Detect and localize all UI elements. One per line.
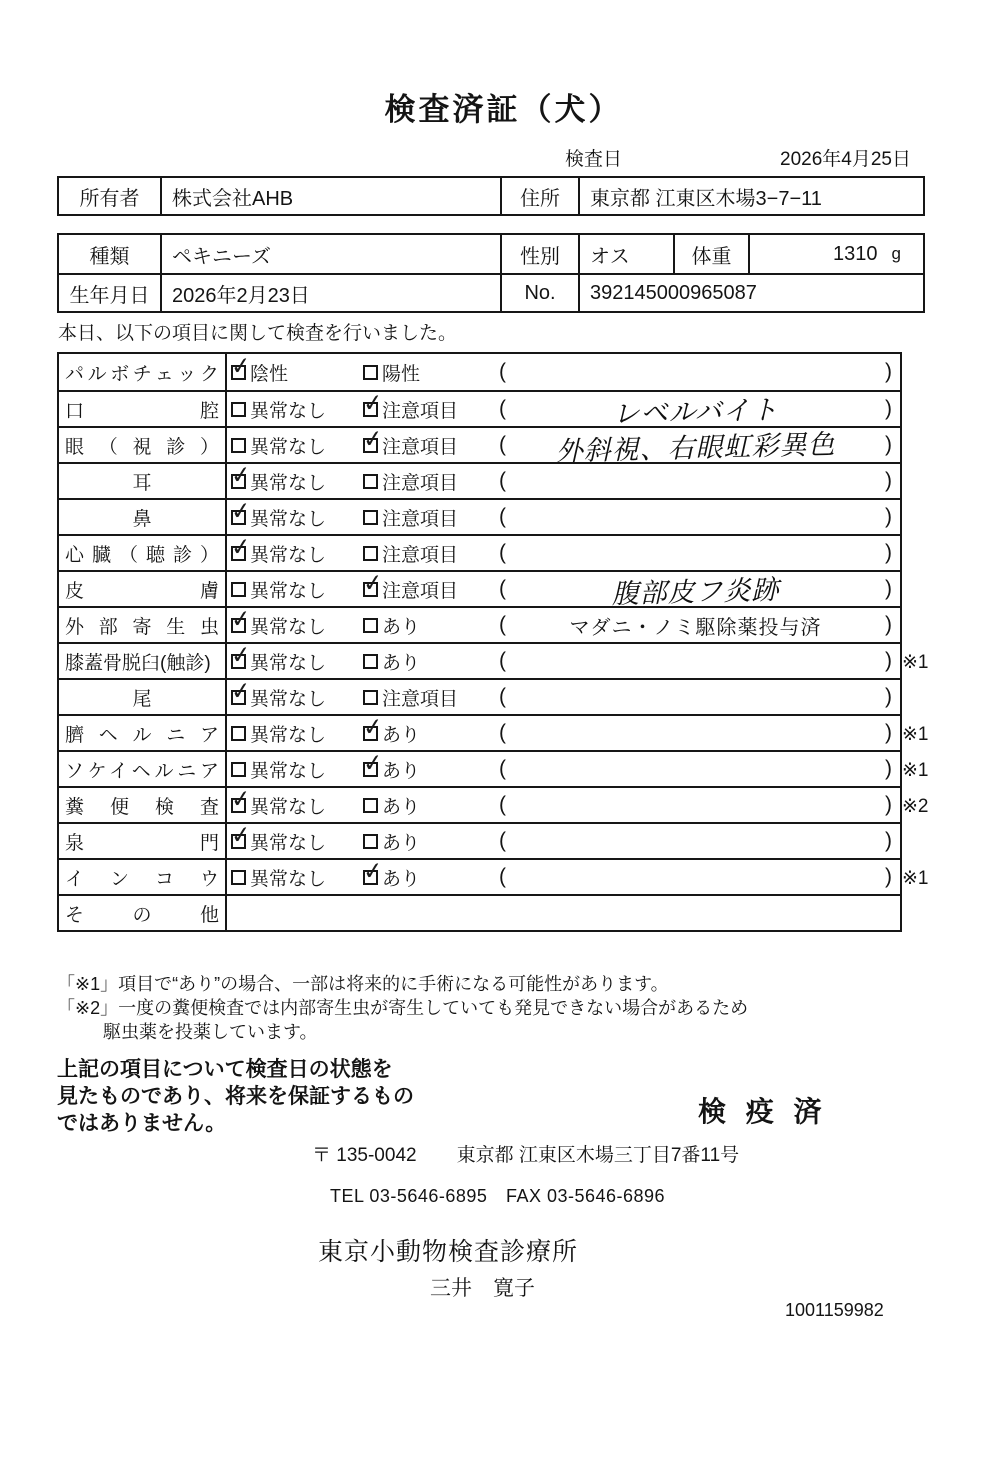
option-2-label: 注意項目 xyxy=(382,688,459,710)
page-title: 検査済証（犬） xyxy=(384,92,623,127)
checkbox xyxy=(361,856,385,886)
item-cell xyxy=(59,428,227,462)
option-2-label: 陽性 xyxy=(382,363,421,385)
remark-cell xyxy=(491,752,900,786)
remark-cell xyxy=(491,788,900,822)
checkbox xyxy=(361,424,385,454)
option-1-label: 異常なし xyxy=(250,508,327,530)
weight-label: 体重 xyxy=(675,235,750,273)
checkbox xyxy=(361,568,385,598)
check-mark: ✓ xyxy=(229,676,253,706)
item-label: そ の 他 xyxy=(65,904,219,926)
option-2 xyxy=(359,896,491,930)
remark-cell xyxy=(491,608,900,642)
checkbox xyxy=(229,640,253,670)
check-mark: ✓ xyxy=(229,604,253,634)
intro-text: 本日、以下の項目に関して検査を行いました。 xyxy=(58,323,458,344)
item-label: 眼 （ 視 診 ） xyxy=(65,436,219,458)
option-2 xyxy=(359,354,491,390)
inspection-row xyxy=(59,678,900,714)
inspection-row xyxy=(59,351,900,390)
checkbox xyxy=(231,582,246,597)
item-label: 尾 xyxy=(132,688,152,710)
item-label: 泉 門 xyxy=(65,832,219,854)
item-label: 皮 膚 xyxy=(65,580,219,602)
option-1-label: 異常なし xyxy=(250,832,327,854)
option-2 xyxy=(359,680,491,714)
item-label: 心 臓 （ 聴 診 ） xyxy=(65,544,219,566)
inspection-row xyxy=(59,822,900,858)
inspection-row xyxy=(59,640,929,678)
checkbox xyxy=(363,654,378,669)
option-2 xyxy=(359,748,491,786)
remark-text: マダニ・ノミ駆除薬投与済 xyxy=(569,616,822,639)
checkbox xyxy=(229,496,253,526)
close-paren: ) xyxy=(885,829,892,852)
inspection-row xyxy=(59,748,929,786)
checkbox xyxy=(229,460,253,490)
remark-cell xyxy=(491,500,900,534)
breed-value: ペキニーズ xyxy=(162,235,502,273)
birthdate-label: 生年月日 xyxy=(59,275,162,311)
inspection-row xyxy=(59,856,929,894)
no-value: 392145000965087 xyxy=(590,281,757,304)
inspection-row xyxy=(59,388,900,430)
option-1-label: 異常なし xyxy=(250,652,327,674)
option-2 xyxy=(359,424,491,462)
remark-cell xyxy=(491,354,900,390)
option-1 xyxy=(227,496,359,534)
footnote-mark: ※1 xyxy=(902,760,929,781)
option-1-label: 異常なし xyxy=(250,868,327,890)
checkbox xyxy=(231,870,246,885)
inspection-row xyxy=(59,606,900,642)
checkbox xyxy=(231,402,246,417)
no-label: No. xyxy=(502,275,580,311)
open-paren: ( xyxy=(499,360,506,383)
footnote-mark: ※1 xyxy=(902,868,929,889)
option-2-label: 注意項目 xyxy=(382,580,459,602)
item-label: 膝蓋骨脱臼(触診) xyxy=(65,652,211,674)
item-label: 臍 ヘ ル ニ ア xyxy=(65,724,219,746)
item-cell xyxy=(59,788,227,822)
inspection-date-label: 検査日 xyxy=(565,149,623,170)
checkbox xyxy=(363,510,378,525)
owner-table xyxy=(57,176,925,216)
clinic-tel-fax: TEL 03-5646-6895 FAX 03-5646-6896 xyxy=(330,1186,666,1206)
check-mark: ✓ xyxy=(361,388,385,418)
quarantine-stamp: 検 疫 済 xyxy=(698,1096,828,1127)
option-1-label: 異常なし xyxy=(250,724,327,746)
option-1-label: 異常なし xyxy=(250,688,327,710)
remark-cell xyxy=(491,860,900,894)
checkbox xyxy=(229,604,253,634)
clinic-address: 東京都 江東区木場三丁目7番11号 xyxy=(456,1145,740,1166)
option-2 xyxy=(359,608,491,642)
option-2-label: あり xyxy=(382,652,421,674)
option-2 xyxy=(359,712,491,750)
check-mark: ✓ xyxy=(361,424,385,454)
open-paren: ( xyxy=(499,721,506,744)
item-cell xyxy=(59,464,227,498)
close-paren: ) xyxy=(885,433,892,456)
option-2-label: あり xyxy=(382,616,421,638)
option-2 xyxy=(359,464,491,498)
item-cell xyxy=(59,716,227,750)
check-mark: ✓ xyxy=(229,496,253,526)
option-1 xyxy=(227,896,359,930)
item-label: 糞 便 検 査 xyxy=(65,796,219,818)
option-2 xyxy=(359,388,491,426)
open-paren: ( xyxy=(499,685,506,708)
footnote-2-cont: 駆虫薬を投薬しています。 xyxy=(103,1022,318,1042)
weight-unit: g xyxy=(891,244,901,263)
checkbox xyxy=(361,388,385,418)
sex-value: オス xyxy=(580,235,675,273)
serial-number: 1001159982 xyxy=(785,1300,884,1320)
check-mark: ✓ xyxy=(229,784,253,814)
owner-value: 株式会社AHB xyxy=(162,178,502,214)
inspection-date-value: 2026年4月25日 xyxy=(780,149,911,170)
inspection-row xyxy=(59,424,900,468)
option-1 xyxy=(227,716,359,750)
clinic-postal-code: 〒 135-0042 xyxy=(312,1145,417,1166)
open-paren: ( xyxy=(499,793,506,816)
option-1-label: 異常なし xyxy=(250,796,327,818)
disclaimer xyxy=(57,1056,414,1137)
option-1-label: 異常なし xyxy=(250,760,327,782)
option-2 xyxy=(359,536,491,570)
remark-cell xyxy=(491,464,900,498)
checkbox xyxy=(231,438,246,453)
item-cell xyxy=(59,896,227,930)
close-paren: ) xyxy=(885,397,892,420)
option-1 xyxy=(227,392,359,426)
checkbox xyxy=(229,676,253,706)
remark-text: 外斜視、右眼虹彩異色 xyxy=(555,428,836,468)
option-1-label: 異常なし xyxy=(250,616,327,638)
address-label: 住所 xyxy=(502,178,580,214)
inspection-row xyxy=(59,568,900,610)
disclaimer-line-1: 上記の項目について検査日の状態を xyxy=(57,1058,393,1081)
close-paren: ) xyxy=(885,865,892,888)
option-1 xyxy=(227,532,359,570)
address-value: 東京都 江東区木場3−7−11 xyxy=(590,187,822,210)
footnote-1: 「※1」項目で“あり”の場合、一部は将来的に手術になる可能性があります。 xyxy=(57,974,669,994)
item-label: パルボチェック xyxy=(65,363,219,385)
owner-label: 所有者 xyxy=(59,178,162,214)
open-paren: ( xyxy=(499,577,506,600)
checkbox xyxy=(229,784,253,814)
close-paren: ) xyxy=(885,577,892,600)
weight-value-cell xyxy=(750,235,923,273)
checkbox xyxy=(231,762,246,777)
item-label: 外 部 寄 生 虫 xyxy=(65,616,219,638)
option-1 xyxy=(227,784,359,822)
open-paren: ( xyxy=(499,649,506,672)
checkbox xyxy=(363,546,378,561)
veterinarian-name: 三井 寛子 xyxy=(430,1277,535,1300)
option-2-label: 注意項目 xyxy=(382,508,459,530)
inspection-row xyxy=(59,534,900,570)
footnote-2: 「※2」一度の糞便検査では内部寄生虫が寄生していても発見できない場合があるため xyxy=(57,998,749,1018)
option-1 xyxy=(227,351,359,390)
check-mark: ✓ xyxy=(361,712,385,742)
checkbox xyxy=(361,712,385,742)
item-cell xyxy=(59,644,227,678)
item-cell xyxy=(59,500,227,534)
option-2-label: 注意項目 xyxy=(382,472,459,494)
item-cell xyxy=(59,680,227,714)
remark-cell xyxy=(491,428,900,468)
item-label: 口 腔 xyxy=(65,400,219,422)
remark-text: 腹部皮フ炎跡 xyxy=(611,574,780,610)
birthdate-value: 2026年2月23日 xyxy=(162,275,502,311)
option-1 xyxy=(227,460,359,498)
option-2-label: あり xyxy=(382,724,421,746)
inspection-row xyxy=(59,894,900,930)
option-1 xyxy=(227,752,359,786)
item-cell xyxy=(59,572,227,606)
item-cell xyxy=(59,536,227,570)
item-cell xyxy=(59,354,227,390)
item-cell xyxy=(59,608,227,642)
option-1 xyxy=(227,428,359,462)
option-2-label: 注意項目 xyxy=(382,544,459,566)
remark-cell xyxy=(491,716,900,750)
animal-table xyxy=(57,233,925,313)
close-paren: ) xyxy=(885,469,892,492)
inspection-row xyxy=(59,462,900,498)
item-cell xyxy=(59,860,227,894)
disclaimer-line-2: 見たものであり、将来を保証するもの xyxy=(57,1085,414,1108)
close-paren: ) xyxy=(885,685,892,708)
option-2 xyxy=(359,788,491,822)
option-1-label: 陰性 xyxy=(250,363,289,385)
footnote-mark: ※2 xyxy=(902,796,929,817)
option-2-label: あり xyxy=(382,796,421,818)
footnote-mark: ※1 xyxy=(902,652,929,673)
option-1 xyxy=(227,604,359,642)
option-1-label: 異常なし xyxy=(250,580,327,602)
option-1 xyxy=(227,640,359,678)
option-1-label: 異常なし xyxy=(250,400,327,422)
breed-label: 種類 xyxy=(59,235,162,273)
option-2-label: あり xyxy=(382,832,421,854)
item-cell xyxy=(59,392,227,426)
disclaimer-line-3: ではありません。 xyxy=(57,1112,227,1135)
check-mark: ✓ xyxy=(229,532,253,562)
footnotes xyxy=(57,972,748,1044)
clinic-name: 東京小動物検査診療所 xyxy=(318,1238,579,1266)
check-mark: ✓ xyxy=(229,820,253,850)
open-paren: ( xyxy=(499,613,506,636)
open-paren: ( xyxy=(499,505,506,528)
inspection-table xyxy=(57,351,929,932)
check-mark: ✓ xyxy=(361,568,385,598)
option-1 xyxy=(227,676,359,714)
weight-value: 1310 xyxy=(833,242,878,265)
close-paren: ) xyxy=(885,721,892,744)
open-paren: ( xyxy=(499,757,506,780)
check-mark: ✓ xyxy=(361,856,385,886)
check-mark: ✓ xyxy=(229,460,253,490)
close-paren: ) xyxy=(885,505,892,528)
close-paren: ) xyxy=(885,613,892,636)
open-paren: ( xyxy=(499,541,506,564)
open-paren: ( xyxy=(499,865,506,888)
open-paren: ( xyxy=(499,433,506,456)
remark-cell xyxy=(491,392,900,430)
inspection-date xyxy=(565,144,911,171)
checkbox xyxy=(363,474,378,489)
close-paren: ) xyxy=(885,541,892,564)
checkbox xyxy=(363,618,378,633)
close-paren: ) xyxy=(885,649,892,672)
option-1-label: 異常なし xyxy=(250,436,327,458)
option-2 xyxy=(359,568,491,606)
item-cell xyxy=(59,752,227,786)
checkbox xyxy=(229,351,253,381)
option-1 xyxy=(227,572,359,606)
remark-cell xyxy=(491,536,900,570)
open-paren: ( xyxy=(499,829,506,852)
item-label: 耳 xyxy=(132,472,152,494)
option-1 xyxy=(227,820,359,858)
option-2 xyxy=(359,644,491,678)
inspection-row xyxy=(59,784,929,822)
option-2 xyxy=(359,856,491,894)
remark-cell xyxy=(491,680,900,714)
remark-cell xyxy=(491,896,900,930)
open-paren: ( xyxy=(499,397,506,420)
option-2 xyxy=(359,824,491,858)
checkbox xyxy=(363,690,378,705)
check-mark: ✓ xyxy=(229,640,253,670)
sex-label: 性別 xyxy=(502,235,580,273)
item-cell xyxy=(59,824,227,858)
option-1-label: 異常なし xyxy=(250,544,327,566)
remark-cell xyxy=(491,644,900,678)
inspection-row xyxy=(59,498,900,534)
option-1-label: 異常なし xyxy=(250,472,327,494)
option-2-label: あり xyxy=(382,868,421,890)
checkbox xyxy=(229,532,253,562)
option-1 xyxy=(227,860,359,894)
clinic-address-line xyxy=(312,1140,739,1167)
check-mark: ✓ xyxy=(361,748,385,778)
checkbox xyxy=(363,365,378,380)
item-label: イ ン コ ウ xyxy=(65,868,219,890)
check-mark: ✓ xyxy=(229,351,253,381)
footnote-mark: ※1 xyxy=(902,724,929,745)
close-paren: ) xyxy=(885,757,892,780)
checkbox xyxy=(229,820,253,850)
remark-cell xyxy=(491,824,900,858)
inspection-row xyxy=(59,712,929,750)
checkbox xyxy=(363,798,378,813)
close-paren: ) xyxy=(885,360,892,383)
checkbox xyxy=(363,834,378,849)
item-label: ソケイヘルニア xyxy=(65,760,219,782)
open-paren: ( xyxy=(499,469,506,492)
option-2-label: 注意項目 xyxy=(382,400,459,422)
close-paren: ) xyxy=(885,793,892,816)
option-2-label: 注意項目 xyxy=(382,436,459,458)
remark-cell xyxy=(491,572,900,610)
remark-text: レベルバイト xyxy=(612,394,780,430)
item-label: 鼻 xyxy=(132,508,152,530)
checkbox xyxy=(361,748,385,778)
option-2-label: あり xyxy=(382,760,421,782)
option-2 xyxy=(359,500,491,534)
checkbox xyxy=(231,726,246,741)
